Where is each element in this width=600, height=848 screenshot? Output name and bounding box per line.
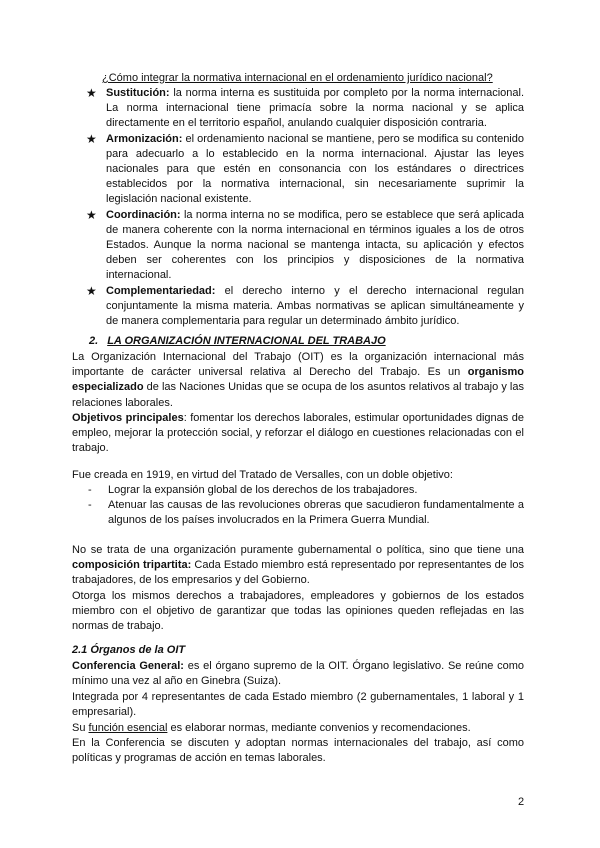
integration-question: ¿Cómo integrar la normativa internacional en el ordenamiento jurídico nacional? [102,72,493,84]
list-item: ★ Armonización: el ordenamiento nacional se mantiene, pero se modifica su contenido para adecuarlo a lo establecido en la norma internacional. Ajustar las leyes nacionales para que estén en consonancia con los estándares o directrices establecidos por la normativa internacional, sin necesariamente suprimir la legislación nacional existente. [86,131,524,206]
integration-list [86,86,524,329]
tripartite-paragraph: No se trata de una organización puramente gubernamental o política, sino que tiene una composición tripartita: Cada Estado miembro está representado por representantes de los trabajadores, de los empresarios y del Gobierno. [72,544,524,587]
term-coordinacion: Coordinación: [106,208,181,221]
star-icon: ★ [86,283,97,298]
section-2-heading: 2. LA ORGANIZACIÓN INTERNACIONAL DEL TRABAJO [89,335,386,347]
oit-intro-paragraph: La Organización Internacional del Trabajo (OIT) es la organización internacional más importante de carácter universal relativa al Derecho del Trabajo. Es un organismo especializado de las Naciones Unidas que se ocupa de los asuntos relativos al trabajo y las relaciones laborales. [72,351,524,409]
conferencia-discussion: En la Conferencia se discuten y adoptan normas internacionales del trabajo, así como políticas y programas de acción en temas laborales. [72,737,524,765]
star-icon: ★ [86,86,97,100]
term-sustitucion: Sustitución: [106,87,170,99]
creation-objectives-list [88,483,524,529]
creation-paragraph: Fue creada en 1919, en virtud del Tratado de Versalles, con un doble objetivo: [72,469,453,481]
conferencia-paragraph: Conferencia General: es el órgano supremo de la OIT. Órgano legislativo. Se reúne como mínimo una vez al año en Ginebra (Suiza). [72,660,524,688]
list-item: ★ Coordinación: la norma interna no se modifica, pero se establece que será aplicada de manera coherente con la norma internacional en términos iguales a los de otros Estados. Aunque la norma nacional se mantenga intacta, su aplicación y efectos deben ser coherentes con los principios y disposiciones de la normativa internacional. [86,207,524,282]
list-item: - Lograr la expansión global de los derechos de los trabajadores. [88,484,418,496]
conferencia-function: Su función esencial es elaborar normas, mediante convenios y recomendaciones. [72,722,471,734]
rights-paragraph: Otorga los mismos derechos a trabajadores, empleadores y gobiernos de los estados miembro con el objetivo de garantizar que todas las opiniones queden reflejadas en las normas de trabajo. [72,590,524,633]
section-2-1-heading: 2.1 Órganos de la OIT [72,644,186,656]
star-icon: ★ [86,207,97,222]
term-armonizacion: Armonización: [106,132,183,145]
conferencia-composition: Integrada por 4 representantes de cada Estado miembro (2 gubernamentales, 1 laboral y 1 empresarial). [72,691,524,719]
page-number: 2 [518,796,525,808]
term-complementariedad: Complementariedad: [106,284,216,297]
list-item: - Atenuar las causas de las revoluciones obreras que sacudieron fundamentalmente a algunos de los países involucrados en la Primera Guerra Mundial. [88,499,524,527]
list-item: ★ Sustitución: la norma interna es sustituida por completo por la norma internacional. La norma internacional tiene primacía sobre la norma nacional y se aplica directamente en el territorio español, anulando cualquier disposición contraria. [86,86,524,130]
star-icon: ★ [86,131,97,146]
section-2-title: LA ORGANIZACIÓN INTERNACIONAL DEL TRABAJO [107,335,386,347]
objectives-paragraph: Objetivos principales: fomentar los derechos laborales, estimular oportunidades dignas de empleo, mejorar la protección social, y reforzar el diálogo en cuestiones relacionadas con el trabajo. [72,412,524,455]
list-item: ★ Complementariedad: el derecho interno y el derecho internacional regulan conjuntamente la misma materia. Ambas normativas se aplican simultáneamente y de manera complementaria para regular un determinado ámbito jurídico. [86,283,524,328]
